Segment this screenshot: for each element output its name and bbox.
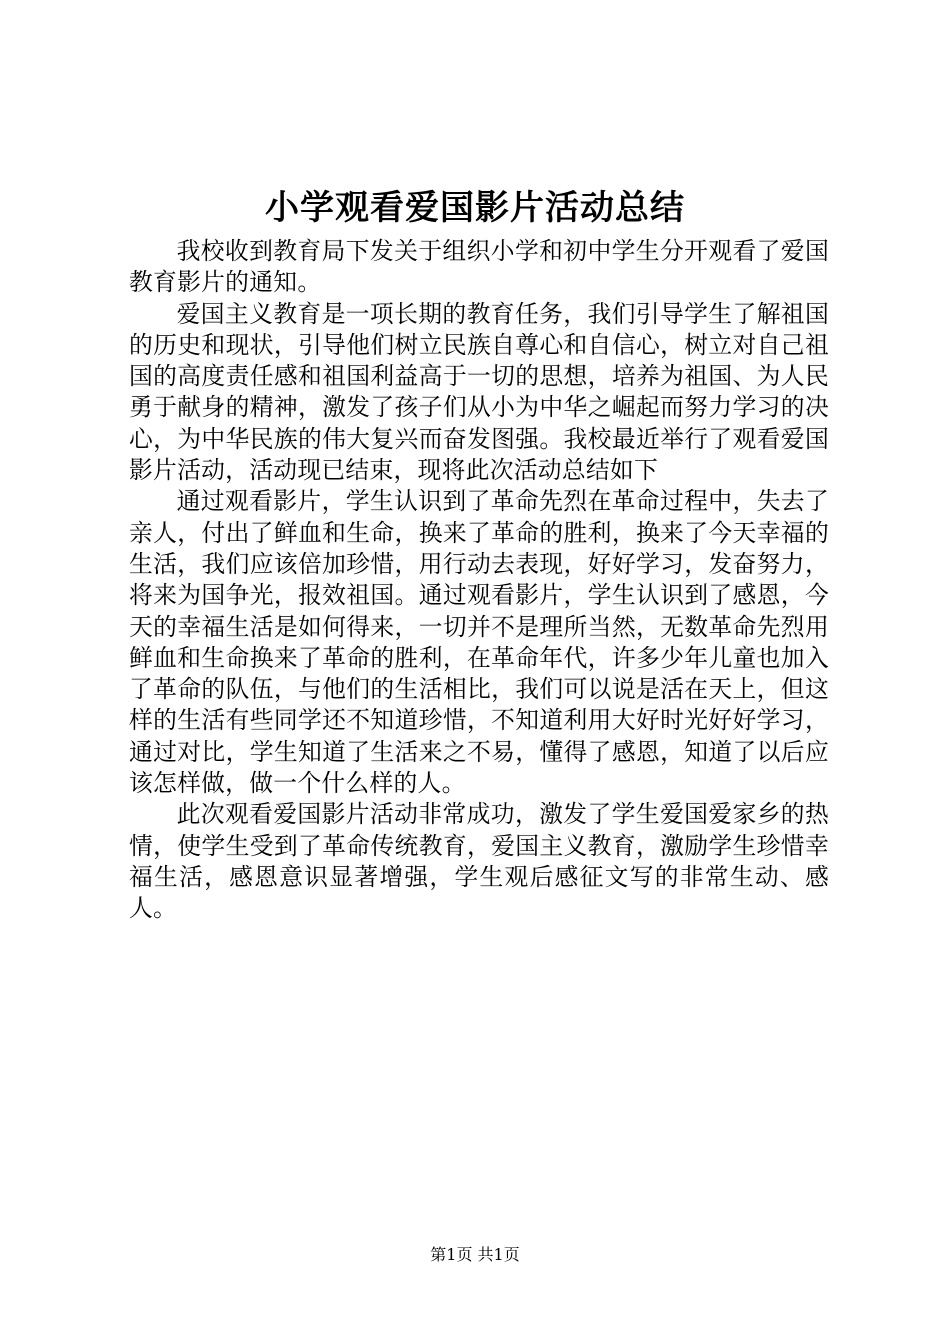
paragraph-3: 通过观看影片，学生认识到了革命先烈在革命过程中，失去了亲人，付出了鲜血和生命，换来了革命的胜利，换来了今天幸福的生活，我们应该倍加珍惜，用行动去表现，好好学习，发奋努力，将来为国争光，报效祖国。通过观看影片，学生认识到了感恩，今天的幸福生活是如何得来，一切并不是理所当然，无数革命先烈用鲜血和生命换来了革命的胜利，在革命年代，许多少年儿童也加入了革命的队伍，与他们的生活相比，我们可以说是活在天上，但这样的生活有些同学还不知道珍惜，不知道利用大好时光好好学习，通过对比，学生知道了生活来之不易，懂得了感恩，知道了以后应该怎样做，做一个什么样的人。 [129, 487, 829, 798]
paragraph-1: 我校收到教育局下发关于组织小学和初中学生分开观看了爱国教育影片的通知。 [129, 237, 829, 297]
document-body [129, 236, 829, 925]
page-number-footer: 第1页 共1页 [430, 1245, 520, 1264]
paragraph-2: 爱国主义教育是一项长期的教育任务，我们引导学生了解祖国的历史和现状，引导他们树立民族自尊心和自信心，树立对自己祖国的高度责任感和祖国利益高于一切的思想，培养为祖国、为人民勇于献身的精神，激发了孩子们从小为中华之崛起而努力学习的决心，为中华民族的伟大复兴而奋发图强。我校最近举行了观看爱国影片活动，活动现已结束，现将此次活动总结如下 [129, 299, 829, 485]
document-title: 小学观看爱国影片活动总结 [265, 188, 685, 228]
paragraph-4: 此次观看爱国影片活动非常成功，激发了学生爱国爱家乡的热情，使学生受到了革命传统教育，爱国主义教育，激励学生珍惜幸福生活，感恩意识显著增强，学生观后感征文写的非常生动、感人。 [129, 800, 829, 923]
